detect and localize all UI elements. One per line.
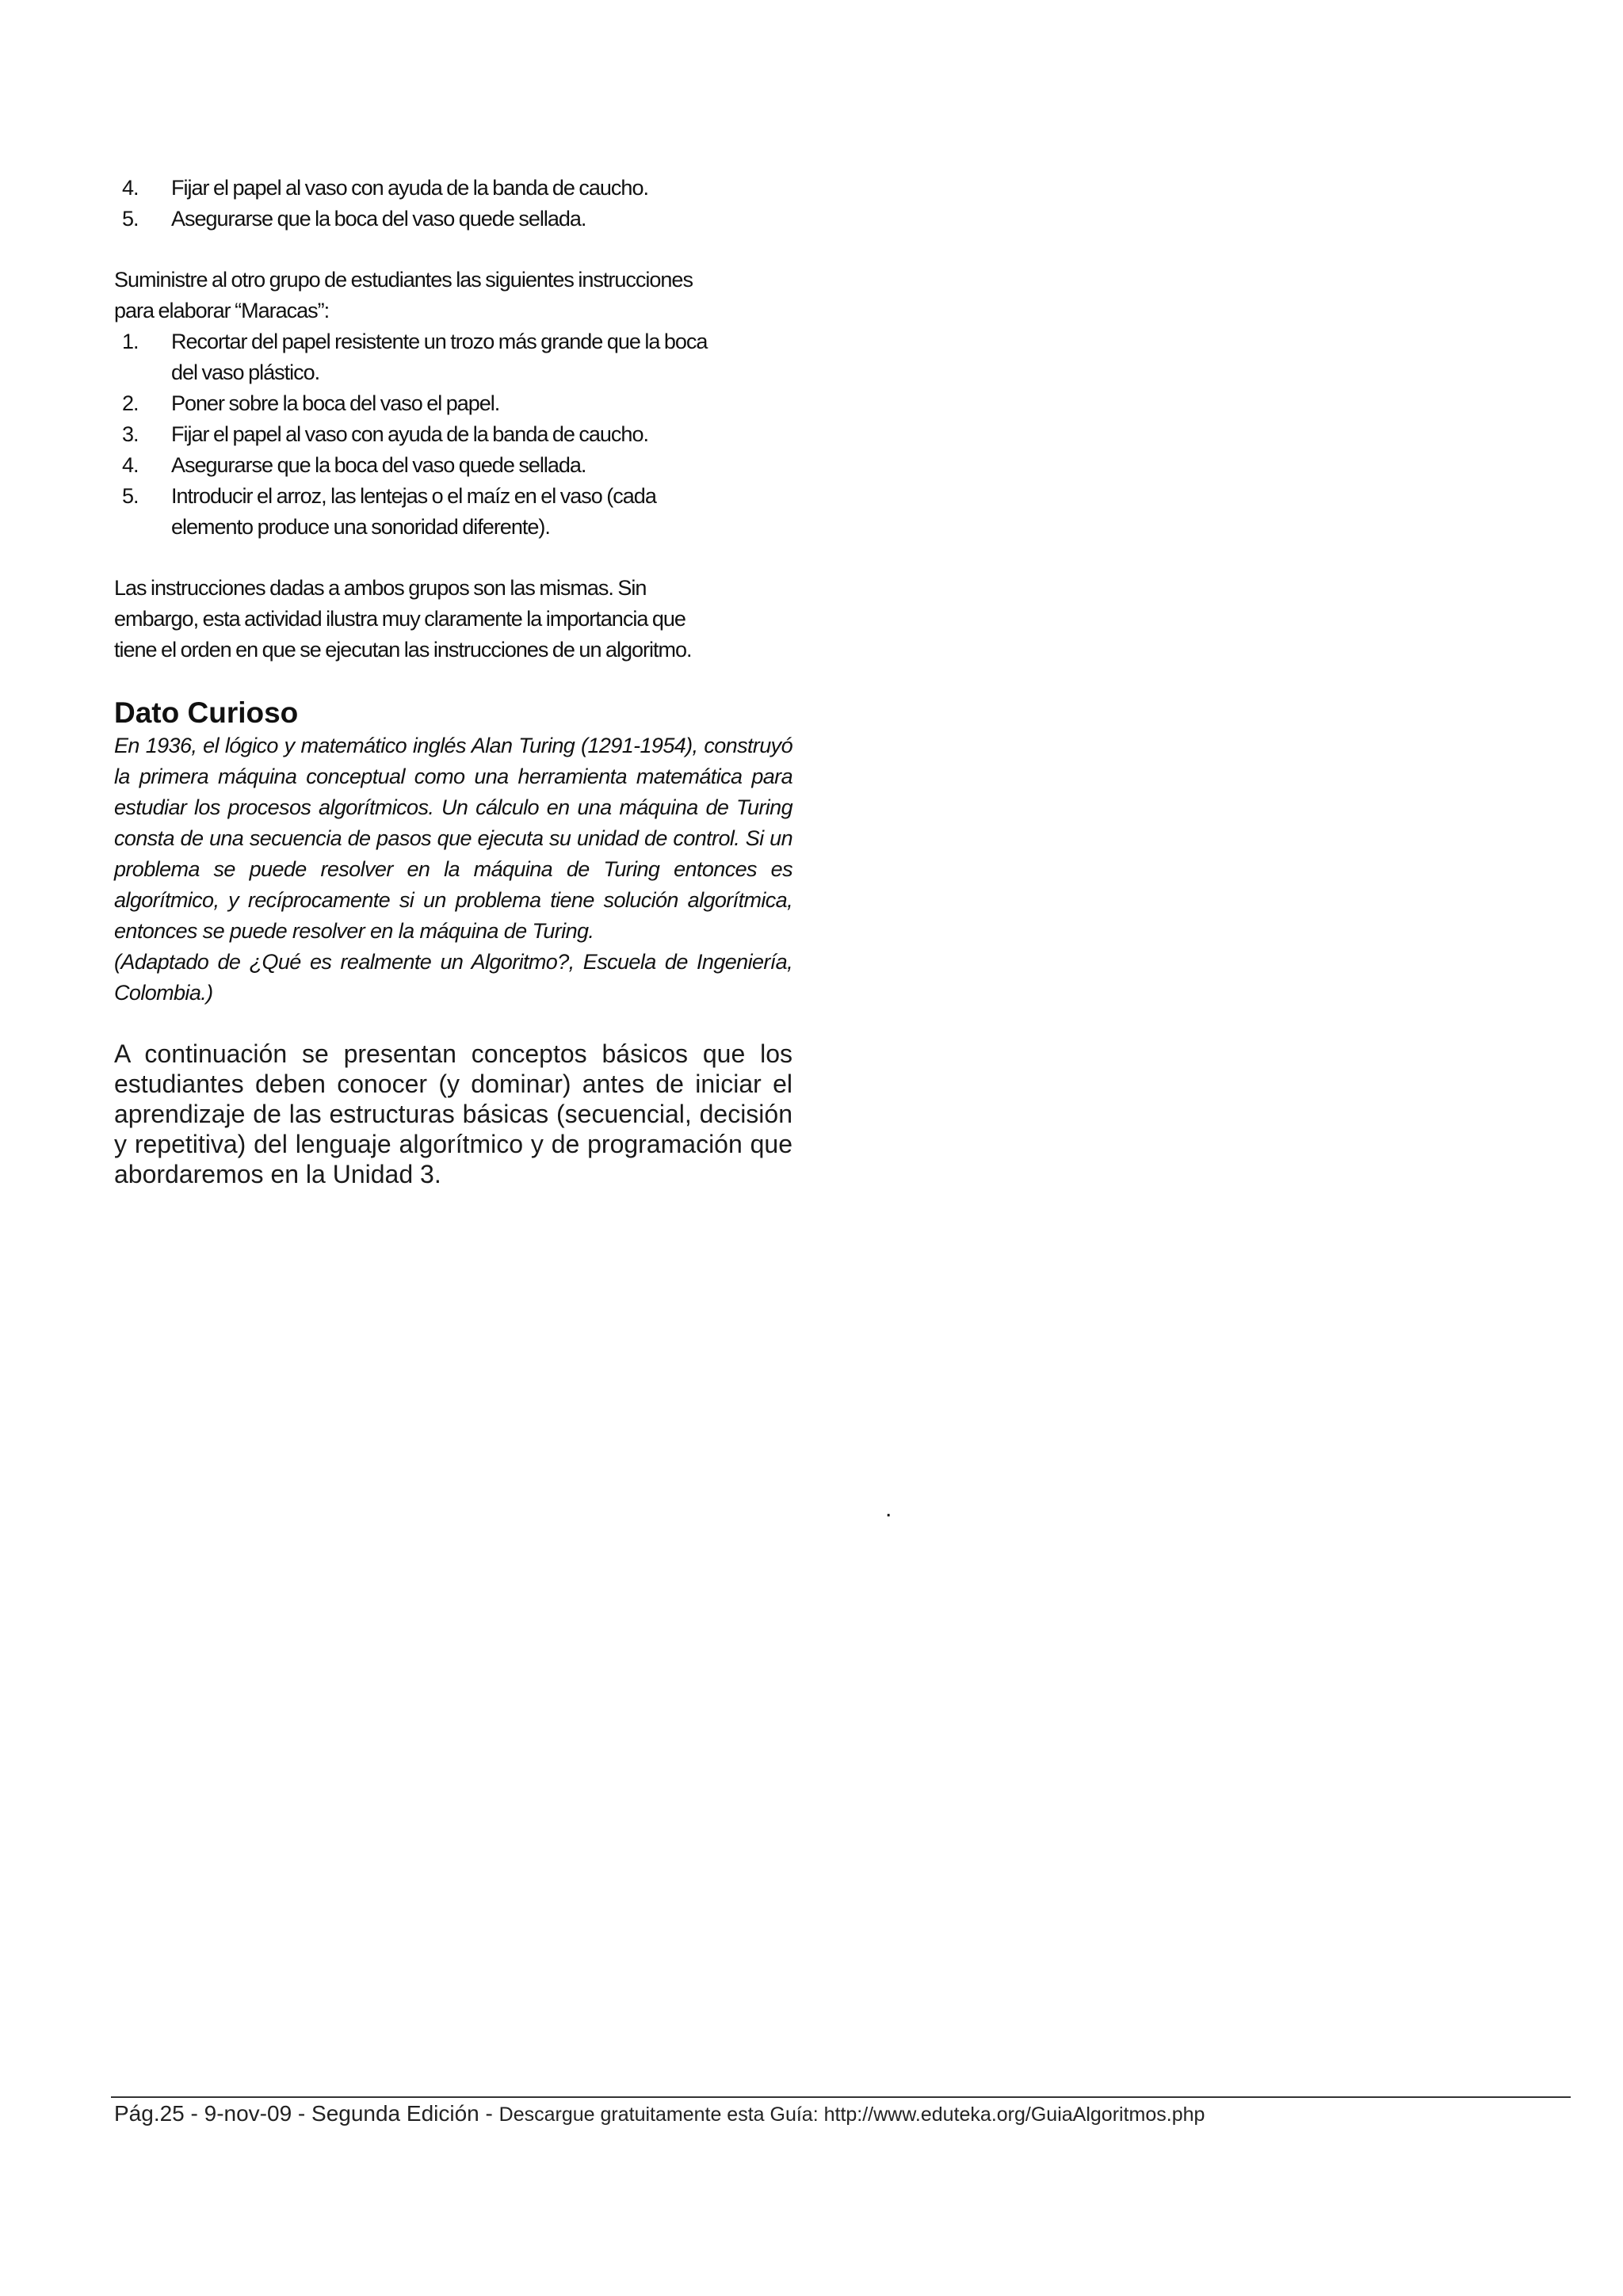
list-text-line: elemento produce una sonoridad diferente).	[171, 515, 550, 539]
stray-dot: .	[885, 1496, 892, 1522]
dato-curioso-body: En 1936, el lógico y matemático inglés Alan Turing (1291-1954), construyó la primera máquina conceptual como una herramienta matemática para estudiar los procesos algorítmicos. Un cálculo en una máquina de Turing consta de una secuencia de pasos que ejecuta su unidad de control. Si un problema se puede resolver en la máquina de Turing entonces es algorítmico, y recíprocamente si un problema tiene solución algorítmica, entonces se puede resolver en la máquina de Turing.	[114, 734, 792, 943]
list-text-line: Introducir el arroz, las lentejas o el maíz en el vaso (cada	[171, 484, 656, 508]
list-number: 3.	[122, 422, 139, 446]
list-item	[114, 388, 792, 419]
list-text-line: del vaso plástico.	[171, 360, 320, 384]
spacer	[114, 235, 792, 265]
page-footer	[114, 2100, 1205, 2129]
list-item	[114, 450, 792, 481]
list-number: 5.	[122, 207, 139, 231]
list-item	[114, 173, 792, 204]
text-line: para elaborar “Maracas”:	[114, 299, 330, 322]
list-text-line: Asegurarse que la boca del vaso quede sellada.	[171, 207, 586, 231]
spacer	[114, 543, 792, 573]
footer-page-info: Pág.25 - 9-nov-09 - Segunda Edición -	[114, 2101, 493, 2126]
page-column	[114, 173, 792, 1189]
list-number: 1.	[122, 330, 139, 353]
list-item	[114, 481, 792, 543]
list-item	[114, 419, 792, 450]
text-line: embargo, esta actividad ilustra muy claramente la importancia que	[114, 607, 685, 631]
steps-list-b	[114, 326, 792, 543]
list-text-line: Fijar el papel al vaso con ayuda de la banda de caucho.	[171, 422, 648, 446]
conclusion-paragraph	[114, 573, 792, 666]
list-item	[114, 204, 792, 235]
list-text-line: Asegurarse que la boca del vaso quede sellada.	[171, 453, 586, 477]
text-line: tiene el orden en que se ejecutan las instrucciones de un algoritmo.	[114, 638, 692, 662]
list-number: 5.	[122, 484, 139, 508]
list-text-line: Recortar del papel resistente un trozo más grande que la boca	[171, 330, 708, 353]
list-number: 2.	[122, 391, 139, 415]
closing-paragraph: A continuación se presentan conceptos básicos que los estudiantes deben conocer (y dominar) antes de iniciar el aprendizaje de las estructuras básicas (secuencial, decisión y repetitiva) del lenguaje algorítmico y de programación que abordaremos en la Unidad 3.	[114, 1039, 792, 1188]
dato-curioso-source: (Adaptado de ¿Qué es realmente un Algoritmo?, Escuela de Ingeniería, Colombia.)	[114, 950, 792, 1005]
footer-divider	[111, 2096, 1571, 2098]
list-text-line: Fijar el papel al vaso con ayuda de la banda de caucho.	[171, 176, 648, 200]
intro-paragraph	[114, 265, 792, 326]
list-text-line: Poner sobre la boca del vaso el papel.	[171, 391, 500, 415]
dato-curioso-heading: Dato Curioso	[114, 696, 299, 729]
list-item	[114, 326, 792, 388]
list-number: 4.	[122, 176, 139, 200]
steps-list-a	[114, 173, 792, 235]
list-number: 4.	[122, 453, 139, 477]
footer-download-link[interactable]: Descargue gratuitamente esta Guía: http://www.eduteka.org/GuiaAlgoritmos.php	[498, 2103, 1205, 2126]
text-line: Suministre al otro grupo de estudiantes las siguientes instrucciones	[114, 268, 693, 292]
text-line: Las instrucciones dadas a ambos grupos son las mismas. Sin	[114, 576, 647, 600]
